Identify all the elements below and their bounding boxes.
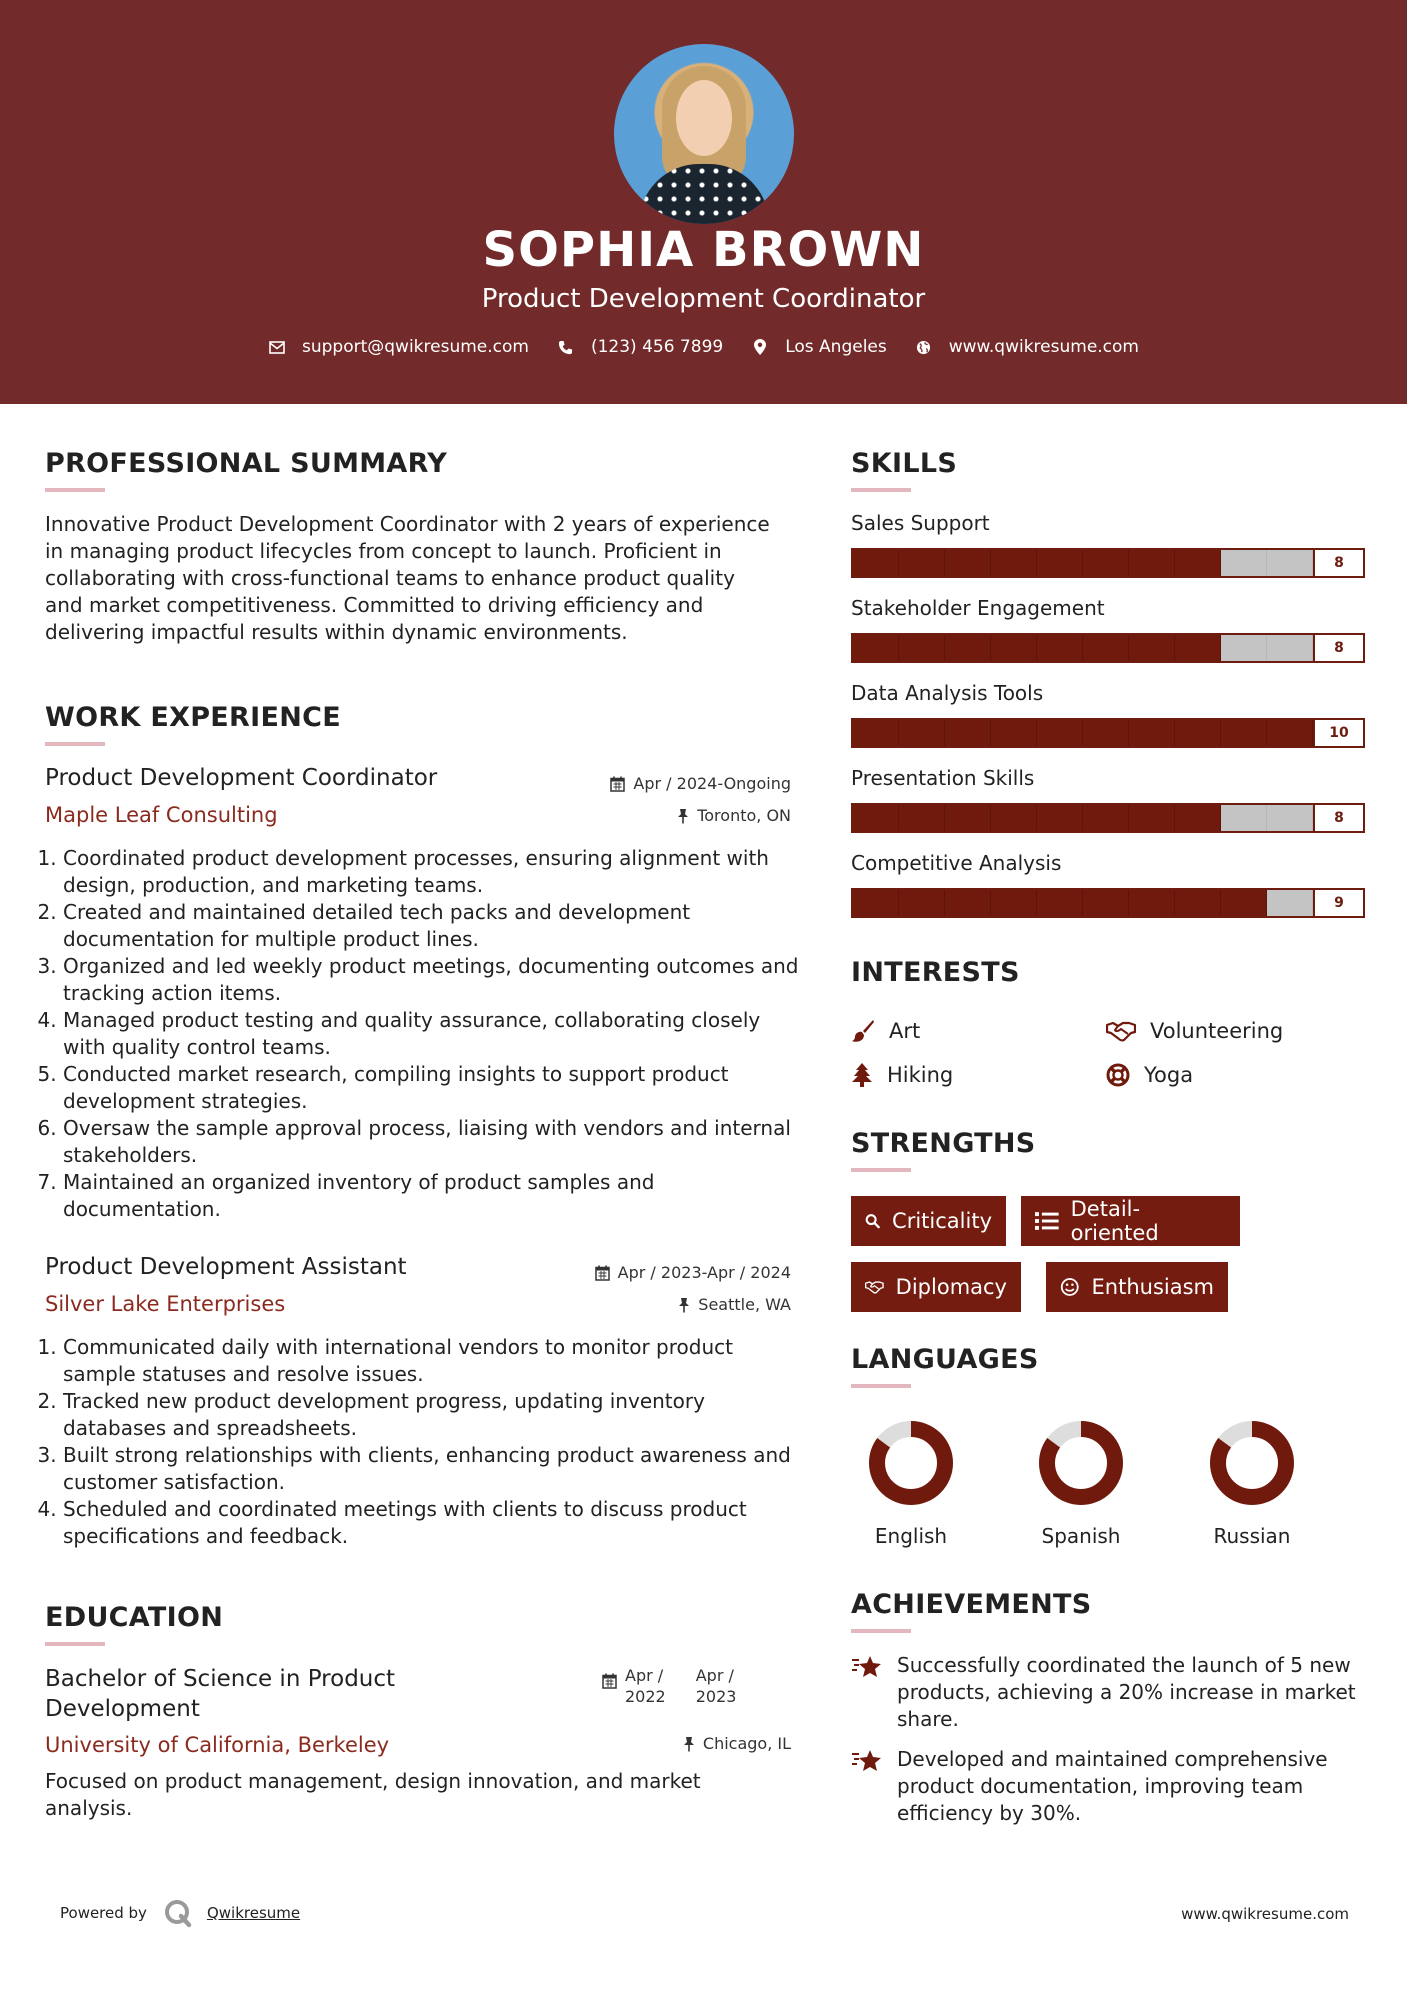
language-donut (1182, 1418, 1322, 1508)
summary-text: Innovative Product Development Coordinator with 2 years of experience in managing product lifecycles from concept to launch. Proficient in collaborating with cross-functional teams to enhance product quality and market competitiveness. Committed to driving efficiency and delivering impactful results within dynamic environments. (45, 512, 770, 644)
skill-bar-segment (1175, 635, 1221, 661)
summary-underline (45, 488, 105, 492)
job-location: Toronto, ON (677, 806, 791, 825)
degree-title: Bachelor of Science in Product Development (45, 1666, 396, 1722)
strength-chip: Enthusiasm (1046, 1262, 1228, 1312)
skill-bar-segment (991, 720, 1037, 746)
star-award-icon (851, 1654, 883, 1680)
skill-bar-segment (1083, 635, 1129, 661)
skill-label: Data Analysis Tools (851, 681, 1044, 705)
interest-volunteering: Volunteering (1106, 1019, 1283, 1043)
skill-bar-segment (899, 550, 945, 576)
education-underline (45, 1642, 105, 1646)
calendar-icon (595, 1265, 610, 1281)
achievements-underline (851, 1629, 911, 1633)
skill-bar-segment (1175, 720, 1221, 746)
languages-heading: LANGUAGES (851, 1344, 1039, 1375)
interests-heading: INTERESTS (851, 957, 1020, 988)
skill-bar-segment (1175, 805, 1221, 831)
skill-bar-segment (853, 720, 899, 746)
skill-bar-segment (853, 805, 899, 831)
skill-bar-segment (1267, 720, 1313, 746)
skill-bar-segment (945, 720, 991, 746)
skill-level-value: 8 (1313, 550, 1363, 576)
skill-bar (851, 718, 1365, 748)
skill-level-value: 8 (1313, 805, 1363, 831)
job-location: Seattle, WA (678, 1295, 791, 1314)
qwikresume-logo-icon (163, 1898, 193, 1928)
skill-bar-segment (1129, 550, 1175, 576)
skill-level-value: 9 (1313, 890, 1363, 916)
skill-bar (851, 633, 1365, 663)
achievement-item: Developed and maintained comprehensive product documentation, improving team efficiency by 30%. (851, 1746, 1371, 1827)
candidate-title: Product Development Coordinator (481, 284, 926, 314)
skill-label: Presentation Skills (851, 766, 1035, 790)
contact-phone[interactable]: (123) 456 7899 (557, 337, 723, 357)
strengths-underline (851, 1168, 911, 1172)
paintbrush-icon (851, 1019, 875, 1043)
skills-underline (851, 488, 911, 492)
interest-art: Art (851, 1019, 920, 1043)
skill-bar-segment (945, 805, 991, 831)
skill-bar-segment (1083, 550, 1129, 576)
language-label: Spanish (1041, 1524, 1121, 1548)
skill-bar-segment (945, 890, 991, 916)
job-date: Apr / 2024-Ongoing (610, 774, 791, 793)
skill-bar-segment (899, 805, 945, 831)
phone-icon (557, 338, 575, 356)
list-item: 1. Communicated daily with international vendors to monitor product sample statuses and resolve issues. (63, 1334, 805, 1388)
skill-label: Sales Support (851, 511, 990, 535)
list-item: 6. Oversaw the sample approval process, liaising with vendors and internal stakeholders. (63, 1115, 805, 1169)
footer-website-link[interactable]: www.qwikresume.com (1181, 1905, 1349, 1923)
skill-bar-segment (1037, 720, 1083, 746)
skill-bar-segment (1267, 550, 1313, 576)
skill-bar-segment (1129, 720, 1175, 746)
achievement-item: Successfully coordinated the launch of 5 new products, achieving a 20% increase in market share. (851, 1652, 1371, 1733)
skills-heading: SKILLS (851, 448, 958, 479)
list-item: 5. Conducted market research, compiling insights to support product development strategies. (63, 1061, 805, 1115)
job-date: Apr / 2023-Apr / 2024 (595, 1263, 791, 1282)
envelope-icon (268, 338, 286, 356)
skill-bar-segment (1129, 635, 1175, 661)
interest-hiking: Hiking (851, 1063, 953, 1087)
globe-icon (915, 338, 933, 356)
contact-website[interactable]: www.qwikresume.com (915, 337, 1139, 357)
list-item: 7. Maintained an organized inventory of product samples and documentation. (63, 1169, 805, 1223)
strength-chip: Diplomacy (851, 1262, 1021, 1312)
experience-heading: WORK EXPERIENCE (45, 702, 341, 733)
pushpin-icon (683, 1736, 695, 1752)
tree-icon (851, 1063, 873, 1087)
search-icon (865, 1210, 880, 1232)
education-heading: EDUCATION (45, 1602, 224, 1633)
language-donut (1011, 1418, 1151, 1508)
language-label: English (874, 1524, 948, 1548)
skill-bar-segment (1175, 550, 1221, 576)
language-label: Russian (1213, 1524, 1291, 1548)
skill-bar-segment (991, 550, 1037, 576)
list-item: 2. Tracked new product development progress, updating inventory databases and spreadsheets. (63, 1388, 805, 1442)
language-item (1011, 1418, 1151, 1548)
list-item: 2. Created and maintained detailed tech packs and development documentation for multiple product lines. (63, 899, 805, 953)
skill-bar-segment (1221, 890, 1267, 916)
skill-bar-segment (853, 635, 899, 661)
skill-bar-segment (991, 890, 1037, 916)
list-item: 1. Coordinated product development processes, ensuring alignment with design, production, and marketing teams. (63, 845, 805, 899)
list-item: 4. Scheduled and coordinated meetings with clients to discuss product specifications and feedback. (63, 1496, 805, 1550)
skill-label: Stakeholder Engagement (851, 596, 1105, 620)
smile-icon (1060, 1276, 1080, 1298)
contact-email[interactable]: support@qwikresume.com (268, 337, 529, 357)
achievements-heading: ACHIEVEMENTS (851, 1589, 1092, 1620)
skill-bar-segment (1267, 805, 1313, 831)
pushpin-icon (677, 808, 689, 824)
resume-header (0, 0, 1407, 404)
skill-bar (851, 803, 1365, 833)
skill-bar-segment (1083, 805, 1129, 831)
skill-bar-segment (853, 550, 899, 576)
education-description: Focused on product management, design innovation, and market analysis. (45, 1769, 701, 1820)
star-award-icon (851, 1748, 883, 1774)
strength-chip: Criticality (851, 1196, 1006, 1246)
skill-bar-segment (1037, 635, 1083, 661)
profile-photo (614, 44, 794, 224)
calendar-icon (602, 1673, 617, 1689)
skill-bar-segment (899, 890, 945, 916)
experience-underline (45, 742, 105, 746)
list-icon (1035, 1211, 1059, 1231)
skill-bar-segment (1221, 720, 1267, 746)
job-bullets (45, 1334, 805, 1550)
skill-bar-segment (1129, 890, 1175, 916)
handshake-icon (1106, 1020, 1136, 1042)
skill-bar-segment (945, 550, 991, 576)
job-title: Product Development Coordinator (45, 765, 438, 791)
skill-level-value: 8 (1313, 635, 1363, 661)
footer-powered-by: Powered by Qwikresume (60, 1898, 300, 1928)
qwikresume-link[interactable]: Qwikresume (206, 1904, 301, 1922)
skill-bar-segment (1221, 550, 1267, 576)
school-name: University of California, Berkeley (45, 1733, 390, 1757)
skill-bar-segment (899, 635, 945, 661)
language-item (1182, 1418, 1322, 1548)
skill-bar-segment (1221, 805, 1267, 831)
list-item: 3. Built strong relationships with clients, enhancing product awareness and customer satisfaction. (63, 1442, 805, 1496)
contact-bar (0, 337, 1407, 357)
pushpin-icon (678, 1297, 690, 1313)
skill-bar-segment (899, 720, 945, 746)
skill-bar-segment (1037, 550, 1083, 576)
skill-bar-segment (853, 890, 899, 916)
lifering-icon (1106, 1063, 1130, 1087)
skill-bar-segment (991, 635, 1037, 661)
handshake-icon (865, 1276, 884, 1298)
company-name: Silver Lake Enterprises (45, 1292, 286, 1316)
strengths-heading: STRENGTHS (851, 1128, 1036, 1159)
map-pin-icon (751, 338, 769, 356)
interest-yoga: Yoga (1106, 1063, 1193, 1087)
summary-heading: PROFESSIONAL SUMMARY (45, 448, 448, 479)
skill-bar-segment (1083, 720, 1129, 746)
list-item: 3. Organized and led weekly product meetings, documenting outcomes and tracking action items. (63, 953, 805, 1007)
list-item: 4. Managed product testing and quality assurance, collaborating closely with quality control teams. (63, 1007, 805, 1061)
job-title: Product Development Assistant (45, 1254, 407, 1280)
languages-underline (851, 1384, 911, 1388)
language-item (841, 1418, 981, 1548)
company-name: Maple Leaf Consulting (45, 803, 278, 827)
skill-bar-segment (991, 805, 1037, 831)
skill-label: Competitive Analysis (851, 851, 1062, 875)
skill-bar-segment (1221, 635, 1267, 661)
skill-bar-segment (945, 635, 991, 661)
skill-bar-segment (1129, 805, 1175, 831)
skill-bar-segment (1267, 635, 1313, 661)
skill-bar-segment (1267, 890, 1313, 916)
contact-location: Los Angeles (751, 337, 887, 357)
education-location: Chicago, IL (683, 1734, 791, 1753)
candidate-name: SOPHIA BROWN (482, 222, 925, 278)
skill-bar-segment (1037, 805, 1083, 831)
education-dates: Apr / 2022 Apr / 2023 (602, 1665, 736, 1707)
job-bullets (45, 845, 805, 1223)
skill-bar-segment (1175, 890, 1221, 916)
strength-chip: Detail-oriented (1021, 1196, 1240, 1246)
skill-bar-segment (1083, 890, 1129, 916)
calendar-icon (610, 776, 625, 792)
skill-bar (851, 548, 1365, 578)
skill-level-value: 10 (1313, 720, 1363, 746)
skill-bar-segment (1037, 890, 1083, 916)
skill-bar (851, 888, 1365, 918)
language-donut (841, 1418, 981, 1508)
